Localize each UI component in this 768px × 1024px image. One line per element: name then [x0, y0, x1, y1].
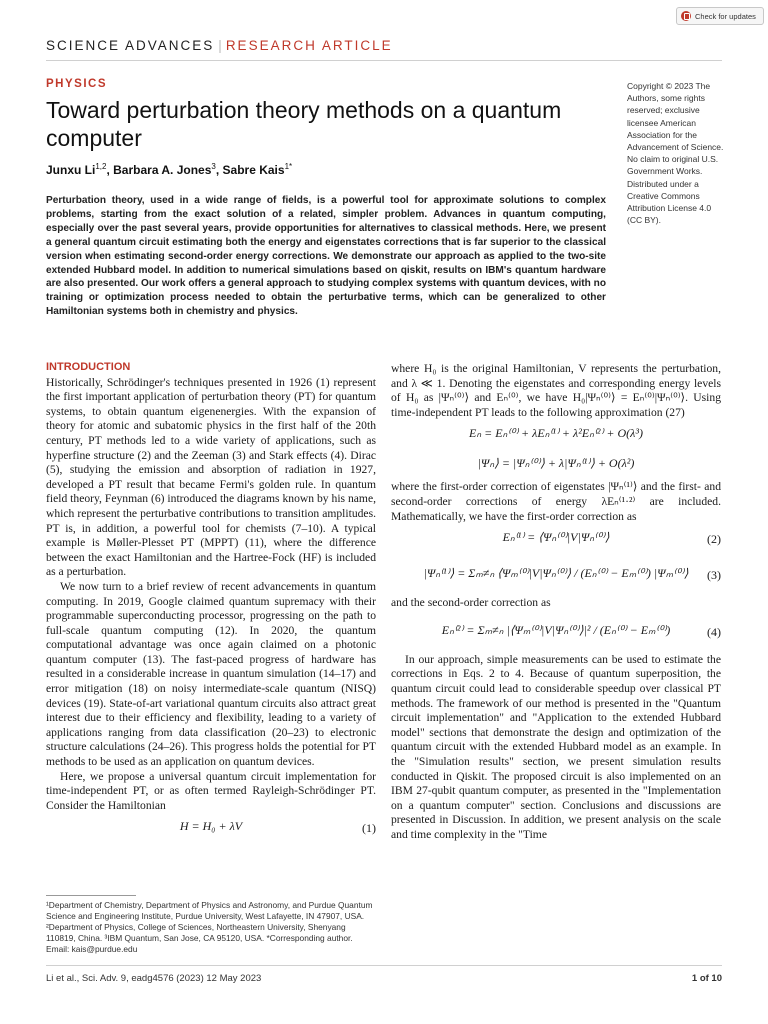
journal-header — [46, 38, 393, 53]
author-separator: , — [215, 163, 223, 177]
affiliation-footnotes: ¹Department of Chemistry, Department of Physics and Astronomy, and Purdue Quantum Science and Engineering Institute, Purdue University, West Lafayette, IN 47907, USA. ²Department of Physics, College of Sciences, Northeastern University, Shenyang 110819, China. ³IBM Quantum, San Jose, CA 95120, USA. *Corresponding author. Email: kais@purdue.edu — [46, 900, 373, 954]
right-column — [391, 362, 721, 842]
left-column — [46, 360, 376, 843]
header-separator: | — [218, 38, 222, 53]
abstract: Perturbation theory, used in a wide range of fields, is a powerful tool for approximate solutions to complex problems, starting from the exact solution of a related, simpler problem. Advances in quantum computing, especially over the past several years, provide opportunities for alternatives to classical methods. Here, we present a general quantum circuit estimating both the energy and eigenstates corrections that is far superior to the classical version when estimating second-order energy corrections. We demonstrate our approach as applied to the two-site extended Hubbard model. In addition to numerical simulations based on qiskit, results on IBM's quantum hardware are also presented. Our work offers a general approach to studying complex systems with quantum devices, with no training or optimization process needed to obtain the perturbative terms, which can be generalized to other Hamiltonian systems both in chemistry and physics. — [46, 195, 606, 318]
footer-citation: Li et al., Sci. Adv. 9, eadg4576 (2023) 12 May 2023 — [46, 973, 262, 984]
journal-name: SCIENCE ADVANCES — [46, 38, 215, 53]
author-affiliation: 1,2 — [95, 162, 107, 171]
body-paragraph: where H₀ is the original Hamiltonian, V represents the perturbation, and λ ≪ 1. Denoting the eigenstates and corresponding energy levels of H₀ as |Ψₙ⁽⁰⁾⟩ and Eₙ⁽⁰⁾, we have H₀|Ψₙ⁽⁰⁾⟩ = Eₙ⁽⁰⁾|Ψₙ⁽⁰⁾⟩. Using time-independent PT leads to the following approximation (27) — [391, 362, 721, 419]
equation-4 — [391, 611, 721, 653]
footnote-rule — [46, 895, 136, 896]
equation-energy-expansion — [391, 420, 721, 450]
body-paragraph: and the second-order correction as — [391, 596, 551, 610]
equation-3 — [391, 554, 721, 596]
page-number: 1 of 10 — [691, 973, 722, 984]
equation-body: Eₙ⁽¹⁾ = ⟨Ψₙ⁽⁰⁾|V|Ψₙ⁽⁰⁾⟩ — [502, 530, 610, 545]
author-name: Sabre Kais — [222, 163, 285, 177]
equation-number: (3) — [707, 568, 721, 583]
author-list — [46, 162, 292, 177]
equation-1 — [46, 813, 376, 843]
equation-state-expansion — [391, 450, 721, 480]
introduction-heading: INTRODUCTION — [46, 361, 131, 373]
equation-body: |Ψₙ⁽¹⁾⟩ = Σₘ≠ₙ ⟨Ψₘ⁽⁰⁾|V|Ψₙ⁽⁰⁾⟩ / (Eₙ⁽⁰⁾ − Eₘ⁽⁰⁾) |Ψₘ⁽⁰⁾⟩ — [423, 566, 689, 581]
equation-number: (4) — [707, 624, 721, 639]
equation-body: |Ψₙ⟩ = |Ψₙ⁽⁰⁾⟩ + λ|Ψₙ⁽¹⁾⟩ + O(λ²) — [477, 456, 635, 471]
equation-number: (2) — [707, 532, 721, 547]
check-for-updates-label: Check for updates — [695, 11, 756, 21]
check-for-updates-badge[interactable] — [676, 7, 764, 25]
equation-body: Eₙ = Eₙ⁽⁰⁾ + λEₙ⁽¹⁾ + λ²Eₙ⁽²⁾ + O(λ³) — [469, 426, 643, 441]
equation-body: H = H₀ + λV — [179, 819, 243, 834]
author-name: Barbara A. Jones — [113, 163, 212, 177]
body-paragraph: Here, we propose a universal quantum circuit implementation for time-independent PT, or as often termed Rayleigh-Schrödinger PT. Consider the Hamiltonian — [46, 769, 376, 812]
body-paragraph: where the first-order correction of eigenstates |Ψₙ⁽¹⁾⟩ and the first- and second-order corrections of energy λEₙ⁽¹·²⁾ are included. Mathematically, we have the first-order correction as — [391, 480, 721, 523]
footer-rule — [46, 965, 722, 966]
author-affiliation: 3 — [211, 162, 216, 171]
body-paragraph: In our approach, simple measurements can be used to estimate the corrections in Eqs. 2 to 4. Because of quantum superposition, the quantum circuit could lead to considerable speedup over classical PT methods. The framework of our method is presented in the "Quantum circuit implementation" and "Application to the extended Hubbard model" sections that demonstrate the design and optimization of the quantum circuit with the extended Hubbard model as an example. In the "Simulation results" section, we present simulation results conducted in Qiskit. The proposed circuit is also implemented on an IBM 27-qubit quantum computer, as presented in the "Implementation on a quantum computer" section. Conclusions and discussions are presented in Discussion. In addition, we present analysis on the scale and time complexity in the "Time — [391, 652, 721, 841]
equation-number: (1) — [362, 821, 376, 836]
body-paragraph: Historically, Schrödinger's techniques presented in 1926 (1) represent the first important application of perturbation theory (PT) for quantum systems, to obtain quantum eigenenergies. With the expansion of theory for atomic and subatomic physics in the first half of the 20th century, PT methods led to a wide variety of applications, such as hyperfine structure (2) and the Zeeman (3) and Stark effects (4). Dirac (5), studying the emission and absorption of radiation in 1927, developed a PT result that became Fermi's golden rule. In quantum field theory, Feynman (6) introduced the diagrams known by his name, which represent the perturbative contributions to transition amplitudes. PT is, in addition, a powerful tool for chemists (7–10). A typical example is Møller-Plesset PT (MPPT) (11), where the difference between the exact Hamiltonian and the Hartree-Fock (HF) is included as a perturbation. — [46, 375, 376, 579]
equation-2 — [391, 524, 721, 554]
header-rule — [46, 60, 722, 61]
article-type: RESEARCH ARTICLE — [225, 38, 393, 53]
article-title: Toward perturbation theory methods on a quantum computer — [46, 97, 562, 151]
section-label: PHYSICS — [46, 78, 107, 90]
bookmark-icon — [681, 11, 691, 21]
copyright-notice: Copyright © 2023 The Authors, some rights reserved; exclusive licensee American Association for the Advancement of Science. No claim to original U.S. Government Works. Distributed under a Creative Commons Attribution License 4.0 (CC BY). — [627, 81, 724, 226]
equation-body: Eₙ⁽²⁾ = Σₘ≠ₙ |⟨Ψₘ⁽⁰⁾|V|Ψₙ⁽⁰⁾⟩|² / (Eₙ⁽⁰⁾ − Eₘ⁽⁰⁾) — [441, 622, 671, 637]
author-affiliation: 1* — [284, 162, 293, 171]
author-separator: , — [106, 163, 114, 177]
body-paragraph: We now turn to a brief review of recent advancements in quantum computing. In 2019, Google claimed quantum supremacy with their programmable superconducting processor, progressing on the path to full-scale quantum computing (12). In 2020, the quantum computational advantage was once again claimed on a photonic quantum computer (13). The fast-paced progress of hardware has resulted in a considerable increase in quantum simulation (14–17) and error mitigation (18) on noisy intermediate-scale quantum (NISQ) devices (19). State-of-art variational quantum circuits also attract great interest due to their efficiency and flexibility, leading to a variety of applications ranging from data classification (20–23) to electronic structure calculations (24–26). This progress holds the potential for PT methods to be used as an application on quantum devices. — [46, 579, 376, 769]
author-name: Junxu Li — [46, 163, 96, 177]
